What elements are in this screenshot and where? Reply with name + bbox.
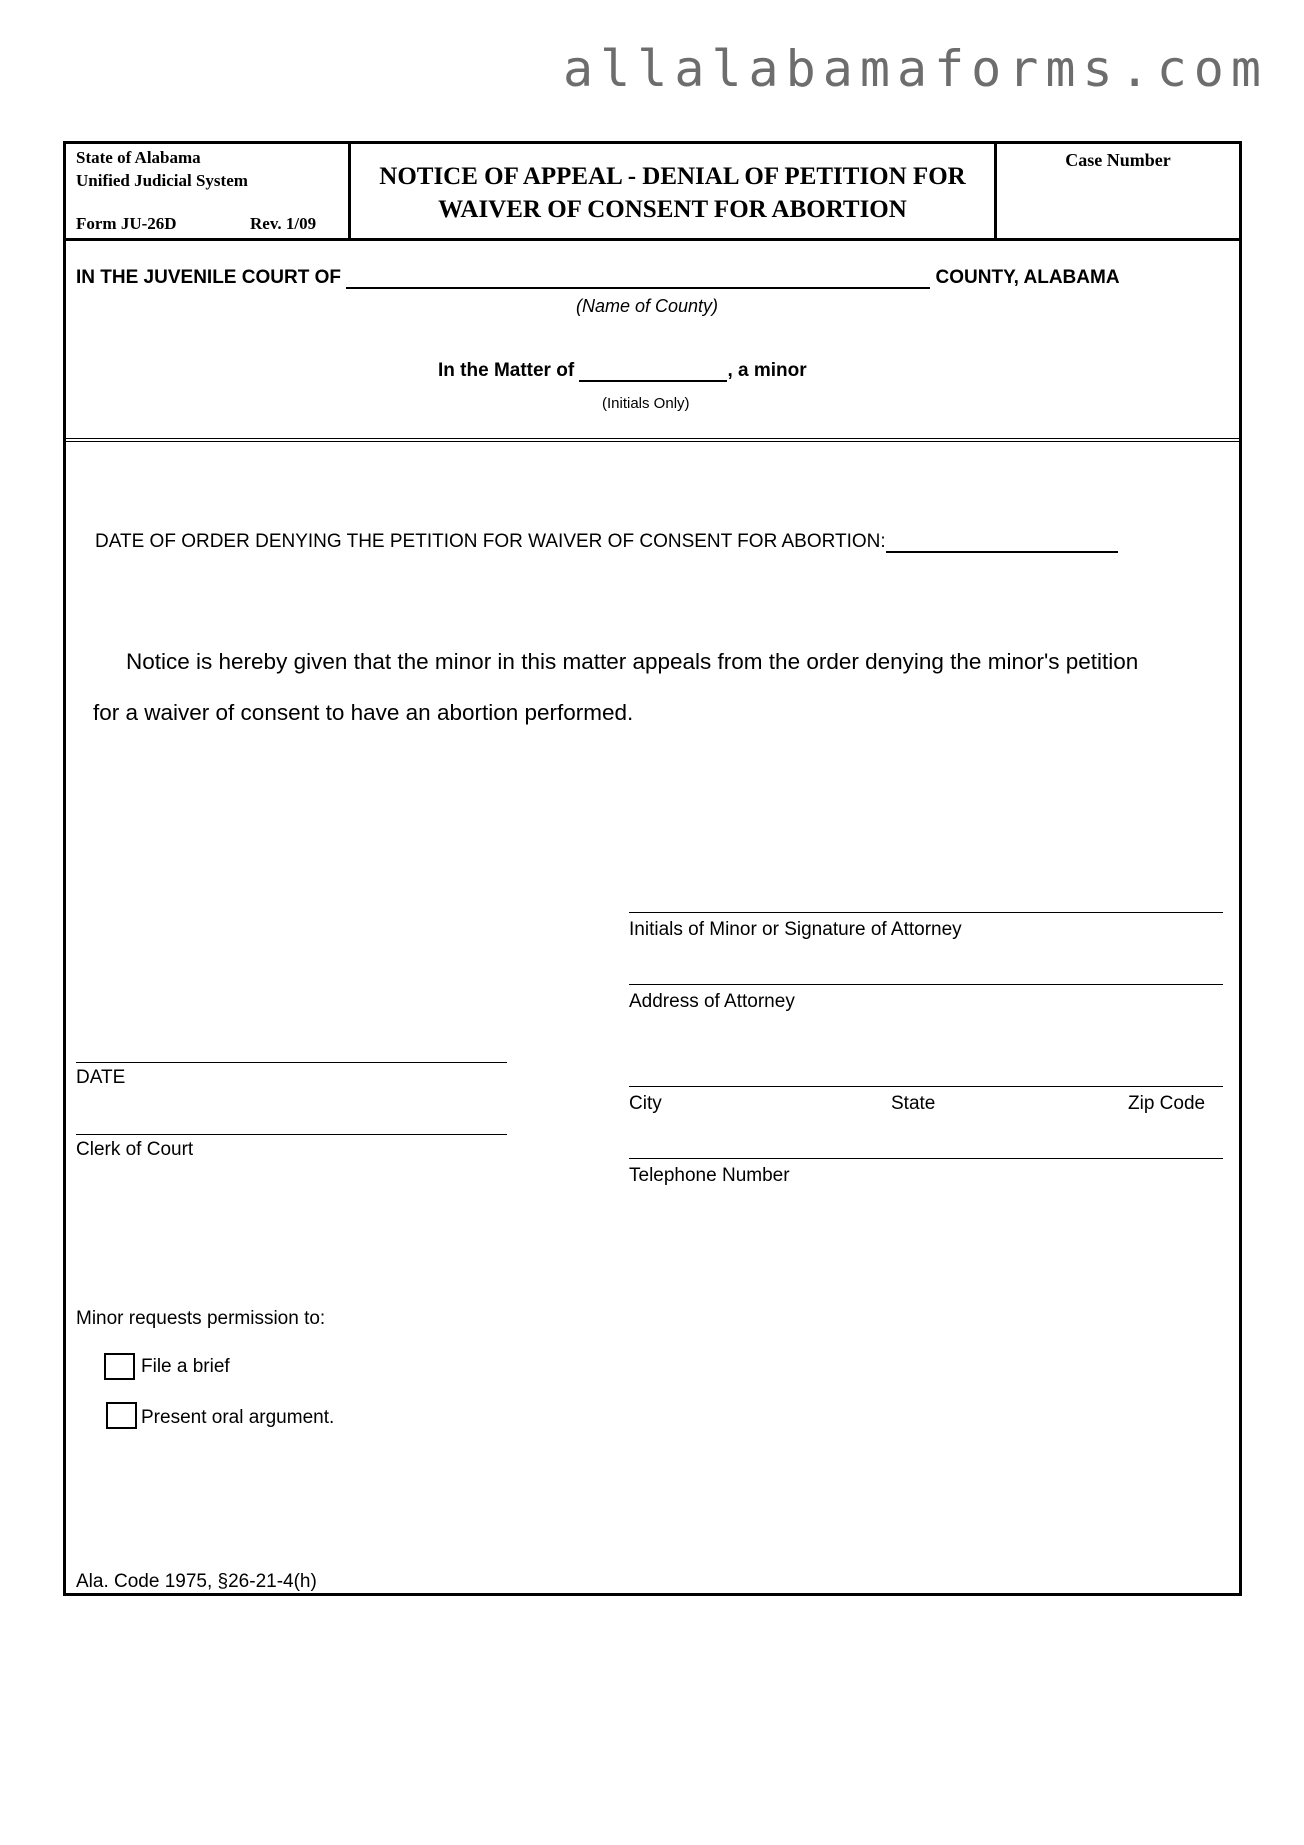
address-line[interactable] xyxy=(629,984,1223,985)
form-title xyxy=(351,144,997,238)
oral-argument-checkbox[interactable] xyxy=(106,1402,137,1429)
form-title-line1: NOTICE OF APPEAL - DENIAL OF PETITION FOR xyxy=(379,163,966,190)
clerk-label: Clerk of Court xyxy=(76,1139,194,1160)
system-name: Unified Judicial System xyxy=(76,171,248,190)
form-number: Form JU-26D xyxy=(76,214,177,233)
county-name-field[interactable] xyxy=(346,267,930,289)
court-prefix: IN THE JUVENILE COURT OF xyxy=(76,267,341,288)
telephone-label: Telephone Number xyxy=(629,1165,790,1186)
file-brief-checkbox[interactable] xyxy=(104,1353,135,1380)
order-date-field[interactable] xyxy=(886,531,1118,553)
statute-citation: Ala. Code 1975, §26-21-4(h) xyxy=(76,1571,317,1592)
court-suffix: COUNTY, ALABAMA xyxy=(935,267,1120,288)
notice-line-2: for a waiver of consent to have an abortion performed. xyxy=(93,700,634,725)
matter-line xyxy=(438,360,807,382)
zip-label: Zip Code xyxy=(1128,1093,1206,1114)
oral-argument-label: Present oral argument. xyxy=(141,1407,335,1428)
city-label: City xyxy=(629,1093,662,1114)
header-agency-cell xyxy=(66,144,351,238)
file-brief-label: File a brief xyxy=(141,1356,230,1377)
state-label: State xyxy=(891,1093,936,1114)
requests-label: Minor requests permission to: xyxy=(76,1308,326,1329)
order-date-label: DATE OF ORDER DENYING THE PETITION FOR WAIVER OF CONSENT FOR ABORTION: xyxy=(95,531,886,552)
minor-initials-field[interactable] xyxy=(579,360,727,382)
case-number-label: Case Number xyxy=(1065,150,1171,170)
watermark: allalabamaforms.com xyxy=(563,40,1268,98)
notice-line-1: Notice is hereby given that the minor in this matter appeals from the order denying the minor's petition xyxy=(126,649,1139,674)
state-name: State of Alabama xyxy=(76,148,201,167)
form-title-line2: WAIVER OF CONSENT FOR ABORTION xyxy=(438,196,907,223)
matter-prefix: In the Matter of xyxy=(438,360,575,381)
matter-suffix: , a minor xyxy=(727,360,807,381)
address-label: Address of Attorney xyxy=(629,991,795,1012)
court-section xyxy=(66,238,1239,442)
form-header xyxy=(66,144,1239,241)
signature-line[interactable] xyxy=(629,912,1223,913)
telephone-line[interactable] xyxy=(629,1158,1223,1159)
initials-caption: (Initials Only) xyxy=(602,395,690,412)
signature-label: Initials of Minor or Signature of Attorney xyxy=(629,919,962,940)
clerk-line[interactable] xyxy=(76,1134,507,1135)
court-line xyxy=(76,267,1120,289)
city-state-zip-line[interactable] xyxy=(629,1086,1223,1087)
order-date-line xyxy=(95,531,1118,553)
case-number-cell[interactable] xyxy=(997,144,1239,238)
date-label: DATE xyxy=(76,1067,126,1088)
county-caption: (Name of County) xyxy=(576,296,719,316)
form-revision: Rev. 1/09 xyxy=(250,214,317,233)
form-frame xyxy=(63,141,1242,1596)
date-line[interactable] xyxy=(76,1062,507,1063)
